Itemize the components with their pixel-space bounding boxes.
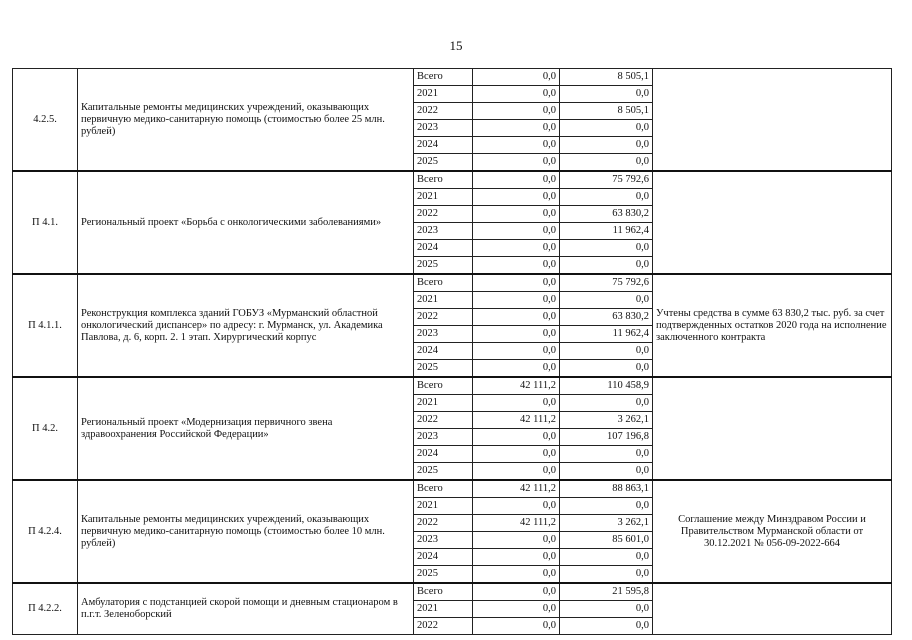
value-cell-1: 0,0	[473, 532, 560, 549]
value-cell-1: 0,0	[473, 223, 560, 240]
section-code: П 4.1.1.	[13, 274, 78, 377]
section-name: Реконструкция комплекса зданий ГОБУЗ «Мурманский областной онкологический диспансер» по адресу: г. Мурманск, ул. Академика Павлова, д. 6, корп. 2. 1 этап. Хирургический корпус	[78, 274, 414, 377]
note-cell: Учтены средства в сумме 63 830,2 тыс. руб. за счет подтвержденных остатков 2020 года на исполнение заключенного контракта	[653, 274, 892, 377]
year-cell: 2022	[414, 309, 473, 326]
value-cell-1: 0,0	[473, 360, 560, 378]
value-cell-1: 42 111,2	[473, 480, 560, 498]
value-cell-2: 0,0	[560, 240, 653, 257]
value-cell-1: 0,0	[473, 566, 560, 584]
value-cell-2: 107 196,8	[560, 429, 653, 446]
year-cell: Всего	[414, 171, 473, 189]
year-cell: 2025	[414, 463, 473, 481]
value-cell-1: 42 111,2	[473, 412, 560, 429]
year-cell: 2025	[414, 360, 473, 378]
table-row	[13, 583, 892, 601]
note-cell	[653, 171, 892, 274]
year-cell: 2022	[414, 412, 473, 429]
year-cell: 2024	[414, 446, 473, 463]
year-cell: 2021	[414, 601, 473, 618]
year-cell: Всего	[414, 69, 473, 86]
year-cell: 2023	[414, 223, 473, 240]
value-cell-1: 0,0	[473, 137, 560, 154]
year-cell: 2023	[414, 532, 473, 549]
year-cell: 2021	[414, 292, 473, 309]
value-cell-1: 0,0	[473, 549, 560, 566]
value-cell-2: 3 262,1	[560, 412, 653, 429]
section-code: П 4.2.2.	[13, 583, 78, 635]
value-cell-1: 0,0	[473, 154, 560, 172]
section-code: П 4.2.4.	[13, 480, 78, 583]
year-cell: 2022	[414, 618, 473, 635]
section-code: 4.2.5.	[13, 69, 78, 172]
value-cell-2: 88 863,1	[560, 480, 653, 498]
value-cell-2: 0,0	[560, 601, 653, 618]
section-name: Региональный проект «Борьба с онкологическими заболеваниями»	[78, 171, 414, 274]
year-cell: 2025	[414, 257, 473, 275]
year-cell: 2024	[414, 343, 473, 360]
table-row	[13, 274, 892, 292]
value-cell-2: 75 792,6	[560, 171, 653, 189]
value-cell-2: 0,0	[560, 618, 653, 635]
year-cell: Всего	[414, 377, 473, 395]
value-cell-1: 0,0	[473, 326, 560, 343]
year-cell: 2025	[414, 566, 473, 584]
value-cell-1: 0,0	[473, 583, 560, 601]
value-cell-2: 85 601,0	[560, 532, 653, 549]
value-cell-2: 21 595,8	[560, 583, 653, 601]
value-cell-1: 0,0	[473, 292, 560, 309]
table-row	[13, 377, 892, 395]
value-cell-2: 110 458,9	[560, 377, 653, 395]
value-cell-1: 42 111,2	[473, 377, 560, 395]
year-cell: 2022	[414, 103, 473, 120]
value-cell-1: 0,0	[473, 446, 560, 463]
value-cell-2: 0,0	[560, 446, 653, 463]
value-cell-1: 0,0	[473, 69, 560, 86]
value-cell-1: 0,0	[473, 274, 560, 292]
value-cell-1: 0,0	[473, 103, 560, 120]
value-cell-2: 0,0	[560, 292, 653, 309]
year-cell: 2022	[414, 206, 473, 223]
value-cell-1: 0,0	[473, 120, 560, 137]
year-cell: Всего	[414, 274, 473, 292]
value-cell-2: 0,0	[560, 343, 653, 360]
value-cell-2: 0,0	[560, 360, 653, 378]
value-cell-2: 75 792,6	[560, 274, 653, 292]
value-cell-2: 0,0	[560, 120, 653, 137]
section-name: Амбулатория с подстанцией скорой помощи и дневным стационаром в п.г.т. Зеленоборский	[78, 583, 414, 635]
value-cell-2: 11 962,4	[560, 223, 653, 240]
year-cell: 2021	[414, 86, 473, 103]
value-cell-2: 8 505,1	[560, 103, 653, 120]
value-cell-2: 63 830,2	[560, 309, 653, 326]
value-cell-2: 0,0	[560, 566, 653, 584]
value-cell-2: 0,0	[560, 154, 653, 172]
value-cell-1: 0,0	[473, 343, 560, 360]
value-cell-1: 0,0	[473, 257, 560, 275]
table-row	[13, 171, 892, 189]
year-cell: 2023	[414, 326, 473, 343]
value-cell-1: 42 111,2	[473, 515, 560, 532]
year-cell: 2023	[414, 429, 473, 446]
value-cell-1: 0,0	[473, 206, 560, 223]
note-cell	[653, 377, 892, 480]
value-cell-2: 0,0	[560, 257, 653, 275]
value-cell-2: 0,0	[560, 498, 653, 515]
note-cell	[653, 69, 892, 172]
value-cell-2: 0,0	[560, 463, 653, 481]
year-cell: 2021	[414, 189, 473, 206]
value-cell-1: 0,0	[473, 189, 560, 206]
value-cell-2: 0,0	[560, 137, 653, 154]
page-number: 15	[449, 38, 463, 53]
table-row	[13, 69, 892, 86]
value-cell-1: 0,0	[473, 429, 560, 446]
value-cell-2: 0,0	[560, 395, 653, 412]
year-cell: 2022	[414, 515, 473, 532]
value-cell-2: 11 962,4	[560, 326, 653, 343]
year-cell: 2021	[414, 498, 473, 515]
table-row	[13, 480, 892, 498]
value-cell-2: 0,0	[560, 549, 653, 566]
section-name: Капитальные ремонты медицинских учреждений, оказывающих первичную медико-санитарную помощь (стоимостью более 10 млн. рублей)	[78, 480, 414, 583]
value-cell-1: 0,0	[473, 463, 560, 481]
value-cell-2: 0,0	[560, 86, 653, 103]
year-cell: 2024	[414, 549, 473, 566]
year-cell: 2021	[414, 395, 473, 412]
value-cell-1: 0,0	[473, 309, 560, 326]
value-cell-2: 3 262,1	[560, 515, 653, 532]
value-cell-1: 0,0	[473, 240, 560, 257]
year-cell: 2023	[414, 120, 473, 137]
note-cell: Соглашение между Минздравом России и Правительством Мурманской области от 30.12.2021 № 056-09-2022-664	[653, 480, 892, 583]
year-cell: 2024	[414, 137, 473, 154]
section-code: П 4.2.	[13, 377, 78, 480]
year-cell: 2024	[414, 240, 473, 257]
year-cell: Всего	[414, 583, 473, 601]
section-code: П 4.1.	[13, 171, 78, 274]
value-cell-1: 0,0	[473, 498, 560, 515]
value-cell-2: 63 830,2	[560, 206, 653, 223]
budget-table	[12, 68, 892, 635]
section-name: Региональный проект «Модернизация первичного звена здравоохранения Российской Федерации»	[78, 377, 414, 480]
year-cell: 2025	[414, 154, 473, 172]
value-cell-1: 0,0	[473, 86, 560, 103]
value-cell-1: 0,0	[473, 395, 560, 412]
section-name: Капитальные ремонты медицинских учреждений, оказывающих первичную медико-санитарную помощь (стоимостью более 25 млн. рублей)	[78, 69, 414, 172]
year-cell: Всего	[414, 480, 473, 498]
value-cell-1: 0,0	[473, 171, 560, 189]
value-cell-1: 0,0	[473, 618, 560, 635]
value-cell-2: 8 505,1	[560, 69, 653, 86]
note-cell	[653, 583, 892, 635]
value-cell-1: 0,0	[473, 601, 560, 618]
value-cell-2: 0,0	[560, 189, 653, 206]
